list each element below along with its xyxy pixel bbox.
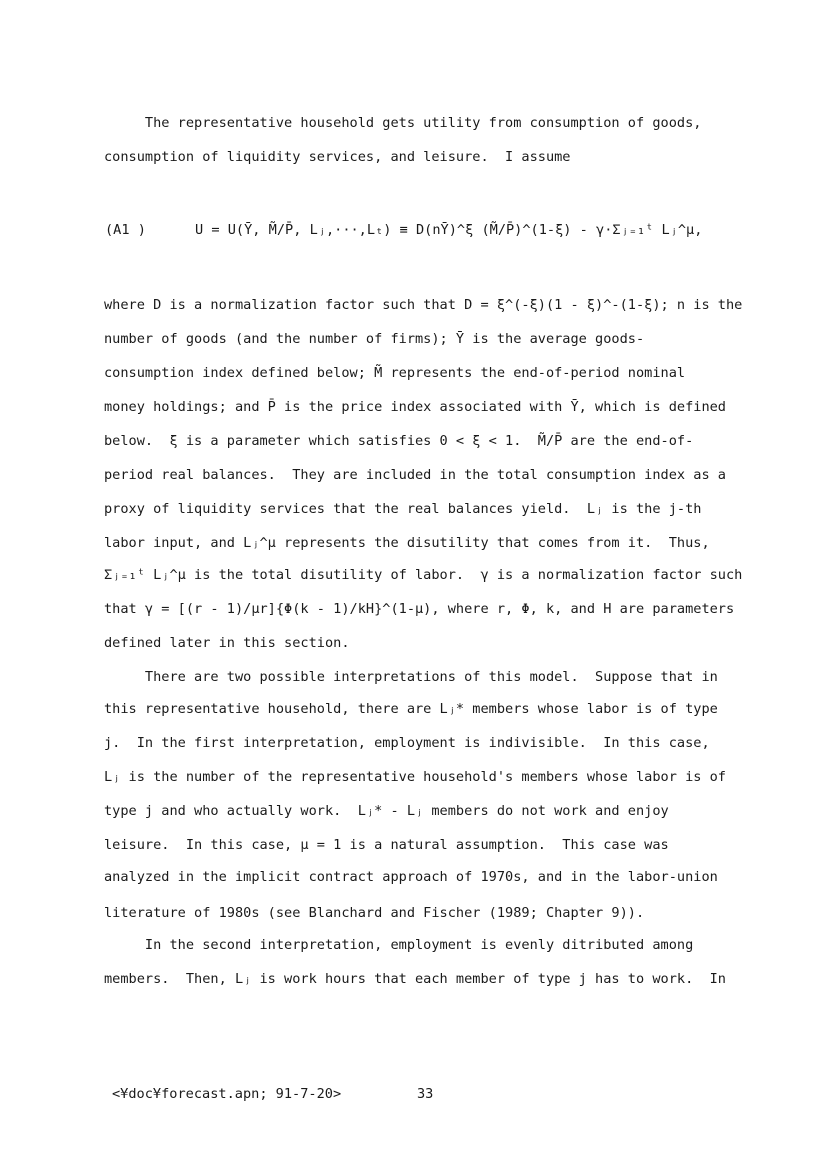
paragraph-3-line: literature of 1980s (see Blanchard and Fischer (1989; Chapter 9)). [104,905,645,921]
paragraph-2-line: defined later in this section. [104,635,350,651]
paragraph-2-line: below. ξ is a parameter which satisfies 0 < ξ < 1. M̃/P̄ are the end-of- [104,433,694,449]
paragraph-4-line: In the second interpretation, employment is evenly ditributed among [104,937,694,953]
paragraph-2-line: labor input, and Lⱼ^μ represents the disutility that comes from it. Thus, [104,535,710,551]
paragraph-3-line: this representative household, there are Lⱼ* members whose labor is of type [104,701,718,717]
paragraph-3-line: j. In the first interpretation, employment is indivisible. In this case, [104,735,710,751]
paragraph-3-line: analyzed in the implicit contract approach of 1970s, and in the labor-union [104,869,718,885]
paragraph-4-line: members. Then, Lⱼ is work hours that each member of type j has to work. In [104,971,726,987]
footer-file-path: <¥doc¥forecast.apn; 91-7-20> [112,1086,342,1102]
paragraph-1-line: The representative household gets utility from consumption of goods, [104,115,702,131]
paragraph-2-line: where D is a normalization factor such that D = ξ^(-ξ)(1 - ξ)^-(1-ξ); n is the [104,297,743,313]
paragraph-2-line: Σⱼ₌₁ᵗ Lⱼ^μ is the total disutility of labor. γ is a normalization factor such [104,567,743,583]
paragraph-3-line: type j and who actually work. Lⱼ* - Lⱼ members do not work and enjoy [104,803,669,819]
paragraph-2-line: period real balances. They are included in the total consumption index as a [104,467,726,483]
paragraph-3-line: leisure. In this case, μ = 1 is a natural assumption. This case was [104,837,669,853]
paragraph-3-line: Lⱼ is the number of the representative household's members whose labor is of [104,769,726,785]
paragraph-2-line: money holdings; and P̄ is the price index associated with Ȳ, which is defined [104,399,726,415]
paragraph-2-line: number of goods (and the number of firms); Ȳ is the average goods- [104,331,645,347]
paragraph-2-line: consumption index defined below; M̃ represents the end-of-period nominal [104,365,686,381]
paragraph-2-line: that γ = [(r - 1)/μr]{Φ(k - 1)/kH}^(1-μ), where r, Φ, k, and H are parameters [104,601,735,617]
equation-body: U = U(Ȳ, M̃/P̄, Lⱼ,···,Lₜ) ≡ D(nȲ)^ξ (M̃/P̄)^(1-ξ) - γ·Σⱼ₌₁ᵗ Lⱼ^μ, [195,222,703,238]
paragraph-1-line: consumption of liquidity services, and leisure. I assume [104,149,571,165]
paragraph-3-line: There are two possible interpretations of this model. Suppose that in [104,669,718,685]
equation-label: (A1 ) [105,222,146,238]
paragraph-2-line: proxy of liquidity services that the real balances yield. Lⱼ is the j-th [104,501,702,517]
page-number: 33 [417,1086,434,1102]
